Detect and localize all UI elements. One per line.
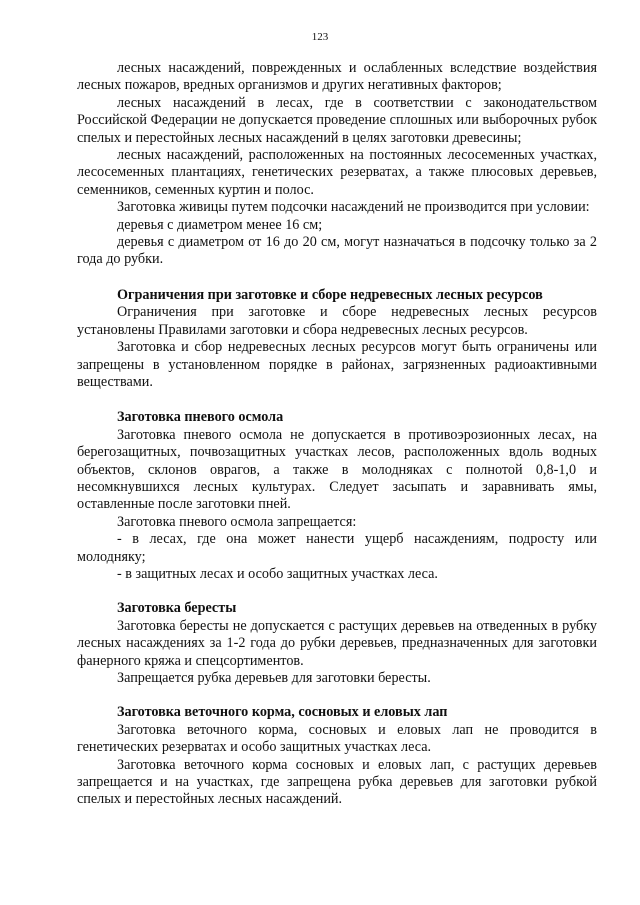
- paragraph: Запрещается рубка деревьев для заготовки бересты.: [117, 670, 431, 686]
- list-item: - в лесах, где она может нанести ущерб насаждениям, подросту или молодняку;: [77, 531, 597, 565]
- paragraph: Заготовка веточного корма сосновых и еловых лап, с растущих деревьев запрещается и на участках, где запрещена рубка деревьев для заготовки рубкой спелых и перестойных лесных насаждений.: [77, 756, 597, 808]
- paragraph: Заготовка веточного корма, сосновых и еловых лап не проводится в генетических резерватах и особо защитных участках леса.: [77, 721, 597, 756]
- section-heading: Заготовка пневого осмола: [117, 409, 284, 426]
- paragraph: Ограничения при заготовке и сборе недревесных лесных ресурсов установлены Правилами заготовки и сбора недревесных лесных ресурсов.: [77, 304, 597, 338]
- list-item: деревья с диаметром от 16 до 20 см, могут назначаться в подсочку только за 2 года до рубки.: [77, 234, 597, 268]
- section-spacer: [77, 583, 597, 600]
- paragraph: лесных насаждений, расположенных на постоянных лесосеменных участках, лесосеменных плантациях, генетических резерватах, а также плюсовых деревьев, семенников, семенных куртин и полос.: [77, 147, 597, 198]
- section-heading: Заготовка бересты: [117, 600, 237, 617]
- list-item: деревья с диаметром менее 16 см;: [117, 216, 323, 233]
- section-spacer: [77, 269, 597, 287]
- list-item: - в защитных лесах и особо защитных участках леса.: [117, 565, 438, 582]
- paragraph: лесных насаждений, поврежденных и ослабленных вследствие воздействия лесных пожаров, вредных организмов и других негативных факторов;: [77, 60, 597, 94]
- paragraph: Заготовка живицы путем подсочки насаждений не производится при условии:: [117, 199, 590, 216]
- page-number: 123: [311, 31, 329, 43]
- section-spacer: [77, 391, 597, 409]
- paragraph: Заготовка и сбор недревесных лесных ресурсов могут быть ограничены или запрещены в установленном порядке в районах, загрязненных радиоактивными веществами.: [77, 339, 597, 390]
- section-spacer: [77, 687, 597, 704]
- paragraph: Заготовка пневого осмола запрещается:: [117, 513, 357, 530]
- paragraph: Заготовка бересты не допускается с растущих деревьев на отведенных в рубку лесных насаждениях за 1-2 года до рубки деревьев, предназначенных для заготовки фанерного кряжа и спецсортиментов.: [77, 617, 597, 669]
- section-heading: Заготовка веточного корма, сосновых и еловых лап: [117, 704, 448, 721]
- paragraph: лесных насаждений в лесах, где в соответствии с законодательством Российской Федерации не допускается проведение сплошных или выборочных рубок спелых и перестойных лесных насаждений в целях заготовки древесины;: [77, 94, 597, 146]
- page-body: [77, 60, 597, 809]
- section-heading: Ограничения при заготовке и сборе недревесных лесных ресурсов: [117, 286, 543, 303]
- paragraph: Заготовка пневого осмола не допускается в противоэрозионных лесах, на берегозащитных, почвозащитных участках лесов, расположенных вдоль водных объектов, склонов оврагов, а также в молодняках с полнотой 0,8-1,0 и несомкнувшихся лесных культурах. Следует засыпать и заравнивать ямы, оставленные после заготовки пней.: [77, 426, 597, 513]
